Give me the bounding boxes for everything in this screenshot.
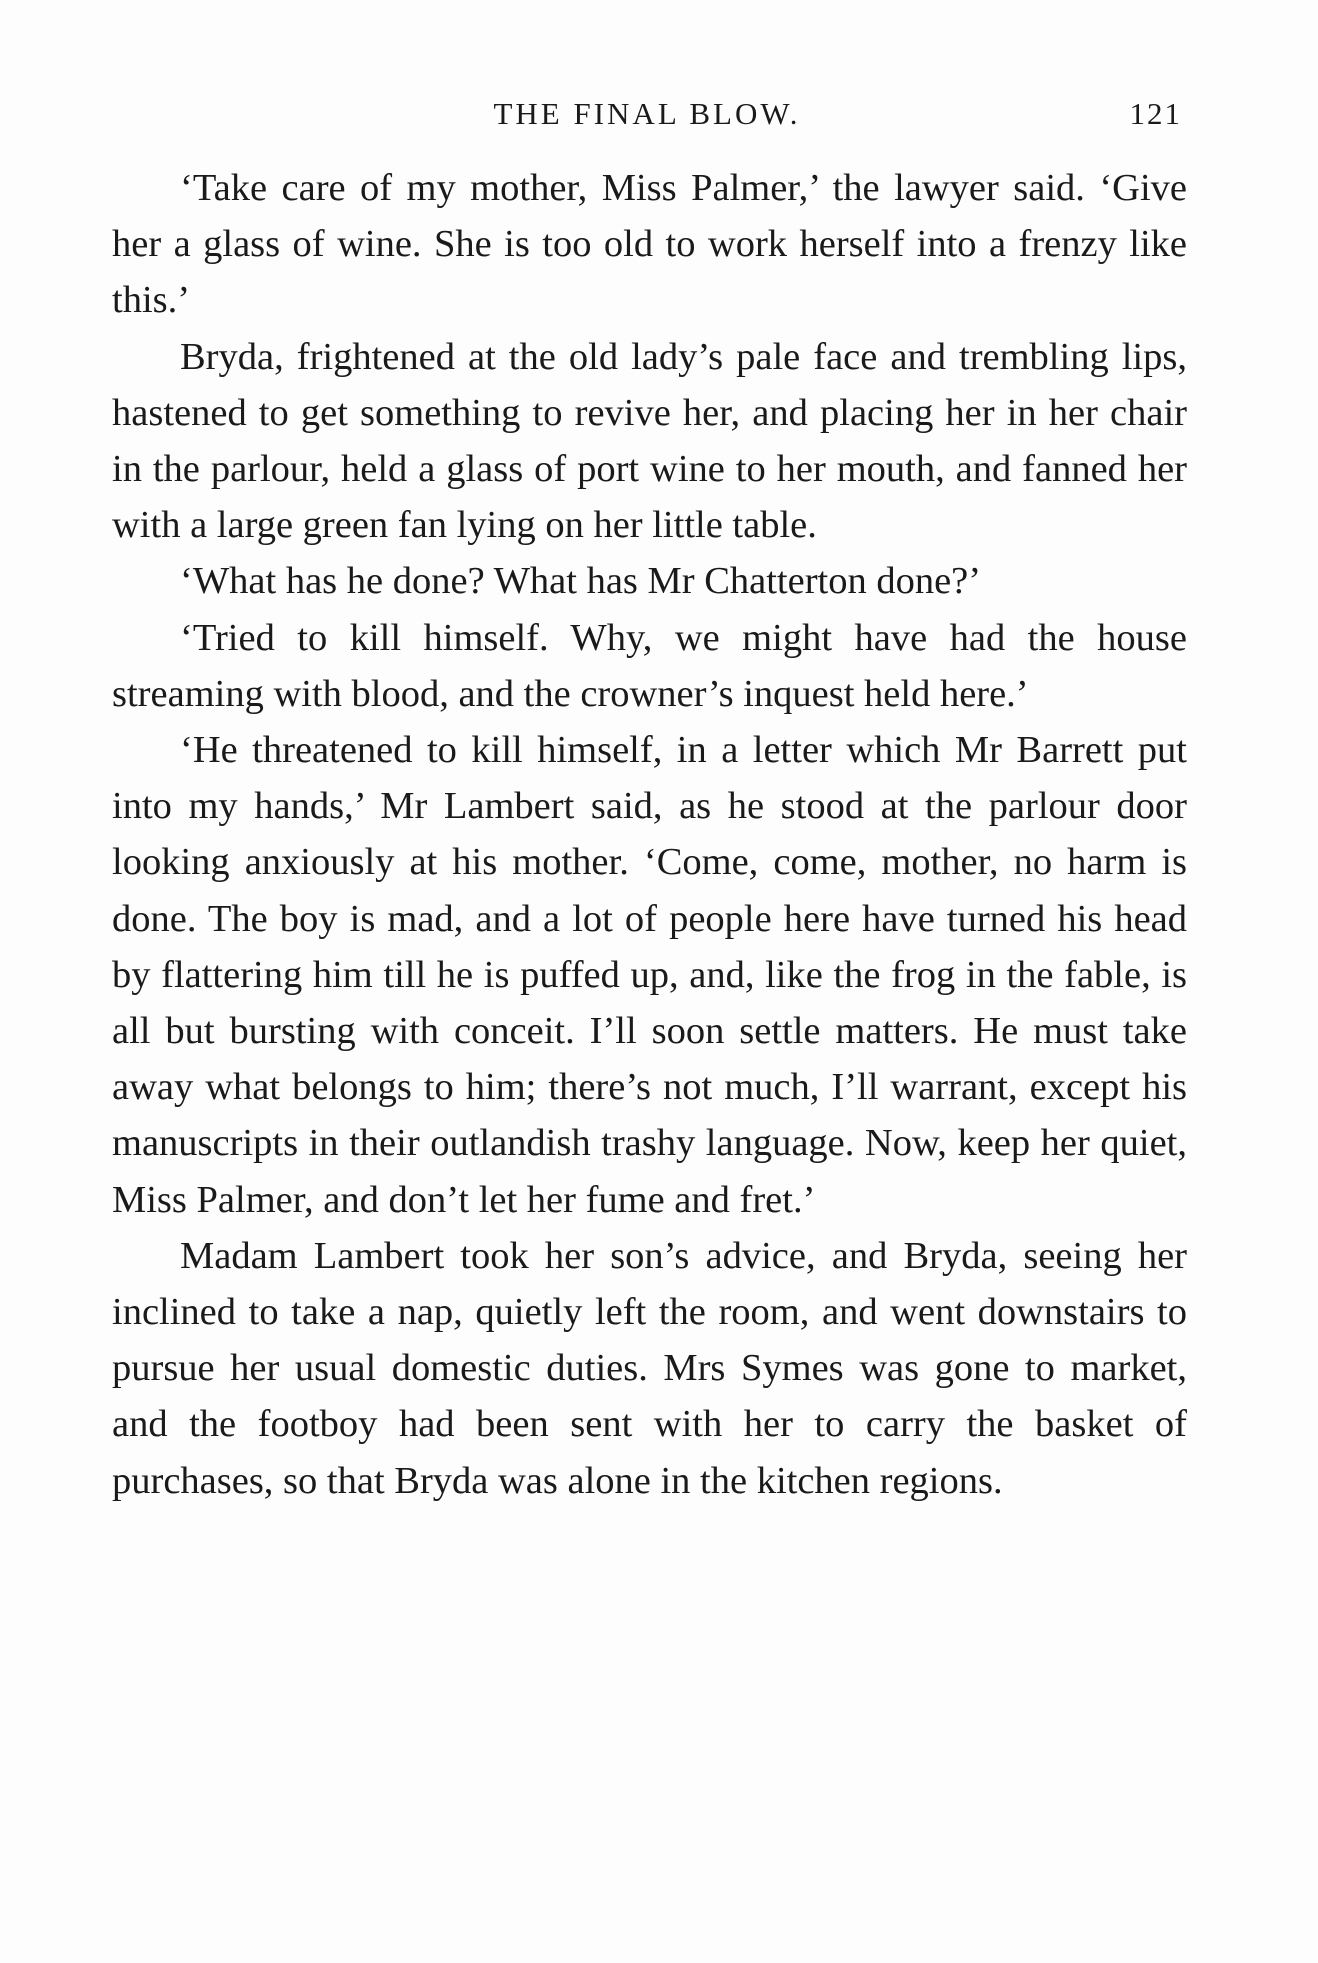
page-number: 121 [1129, 96, 1182, 131]
paragraph: ‘He threatened to kill himself, in a letter which Mr Barrett put into my hands,’ Mr Lambert said, as he stood at the parlour door looking anxiously at his mother. ‘Come, come, mother, no harm is done. The boy is mad, and a lot of people here have turned his head by flattering him till he is puffed up, and, like the frog in the fable, is all but bursting with conceit. I’ll soon settle matters. He must take away what belongs to him; there’s not much, I’ll warrant, except his manuscripts in their outlandish trashy language. Now, keep her quiet, Miss Palmer, and don’t let her fume and fret.’ [112, 729, 1187, 1221]
running-head [112, 96, 1182, 136]
running-title: THE FINAL BLOW. [493, 96, 801, 131]
paragraph: ‘Tried to kill himself. Why, we might have had the house streaming with blood, and the crowner’s inquest held here.’ [112, 616, 1187, 715]
paragraph: ‘What has he done? What has Mr Chatterton done?’ [180, 560, 982, 603]
paragraph: Bryda, frightened at the old lady’s pale face and trembling lips, hastened to get something to revive her, and placing her in her chair in the parlour, held a glass of port wine to her mouth, and fanned her with a large green fan lying on her little table. [112, 335, 1187, 547]
body-text [112, 160, 1187, 1509]
paragraph: Madam Lambert took her son’s advice, and Bryda, seeing her inclined to take a nap, quietly left the room, and went downstairs to pursue her usual domestic duties. Mrs Symes was gone to market, and the footboy had been sent with her to carry the basket of purchases, so that Bryda was alone in the kitchen regions. [112, 1234, 1187, 1502]
paragraph: ‘Take care of my mother, Miss Palmer,’ the lawyer said. ‘Give her a glass of wine. She is too old to work herself into a frenzy like this.’ [112, 167, 1187, 322]
